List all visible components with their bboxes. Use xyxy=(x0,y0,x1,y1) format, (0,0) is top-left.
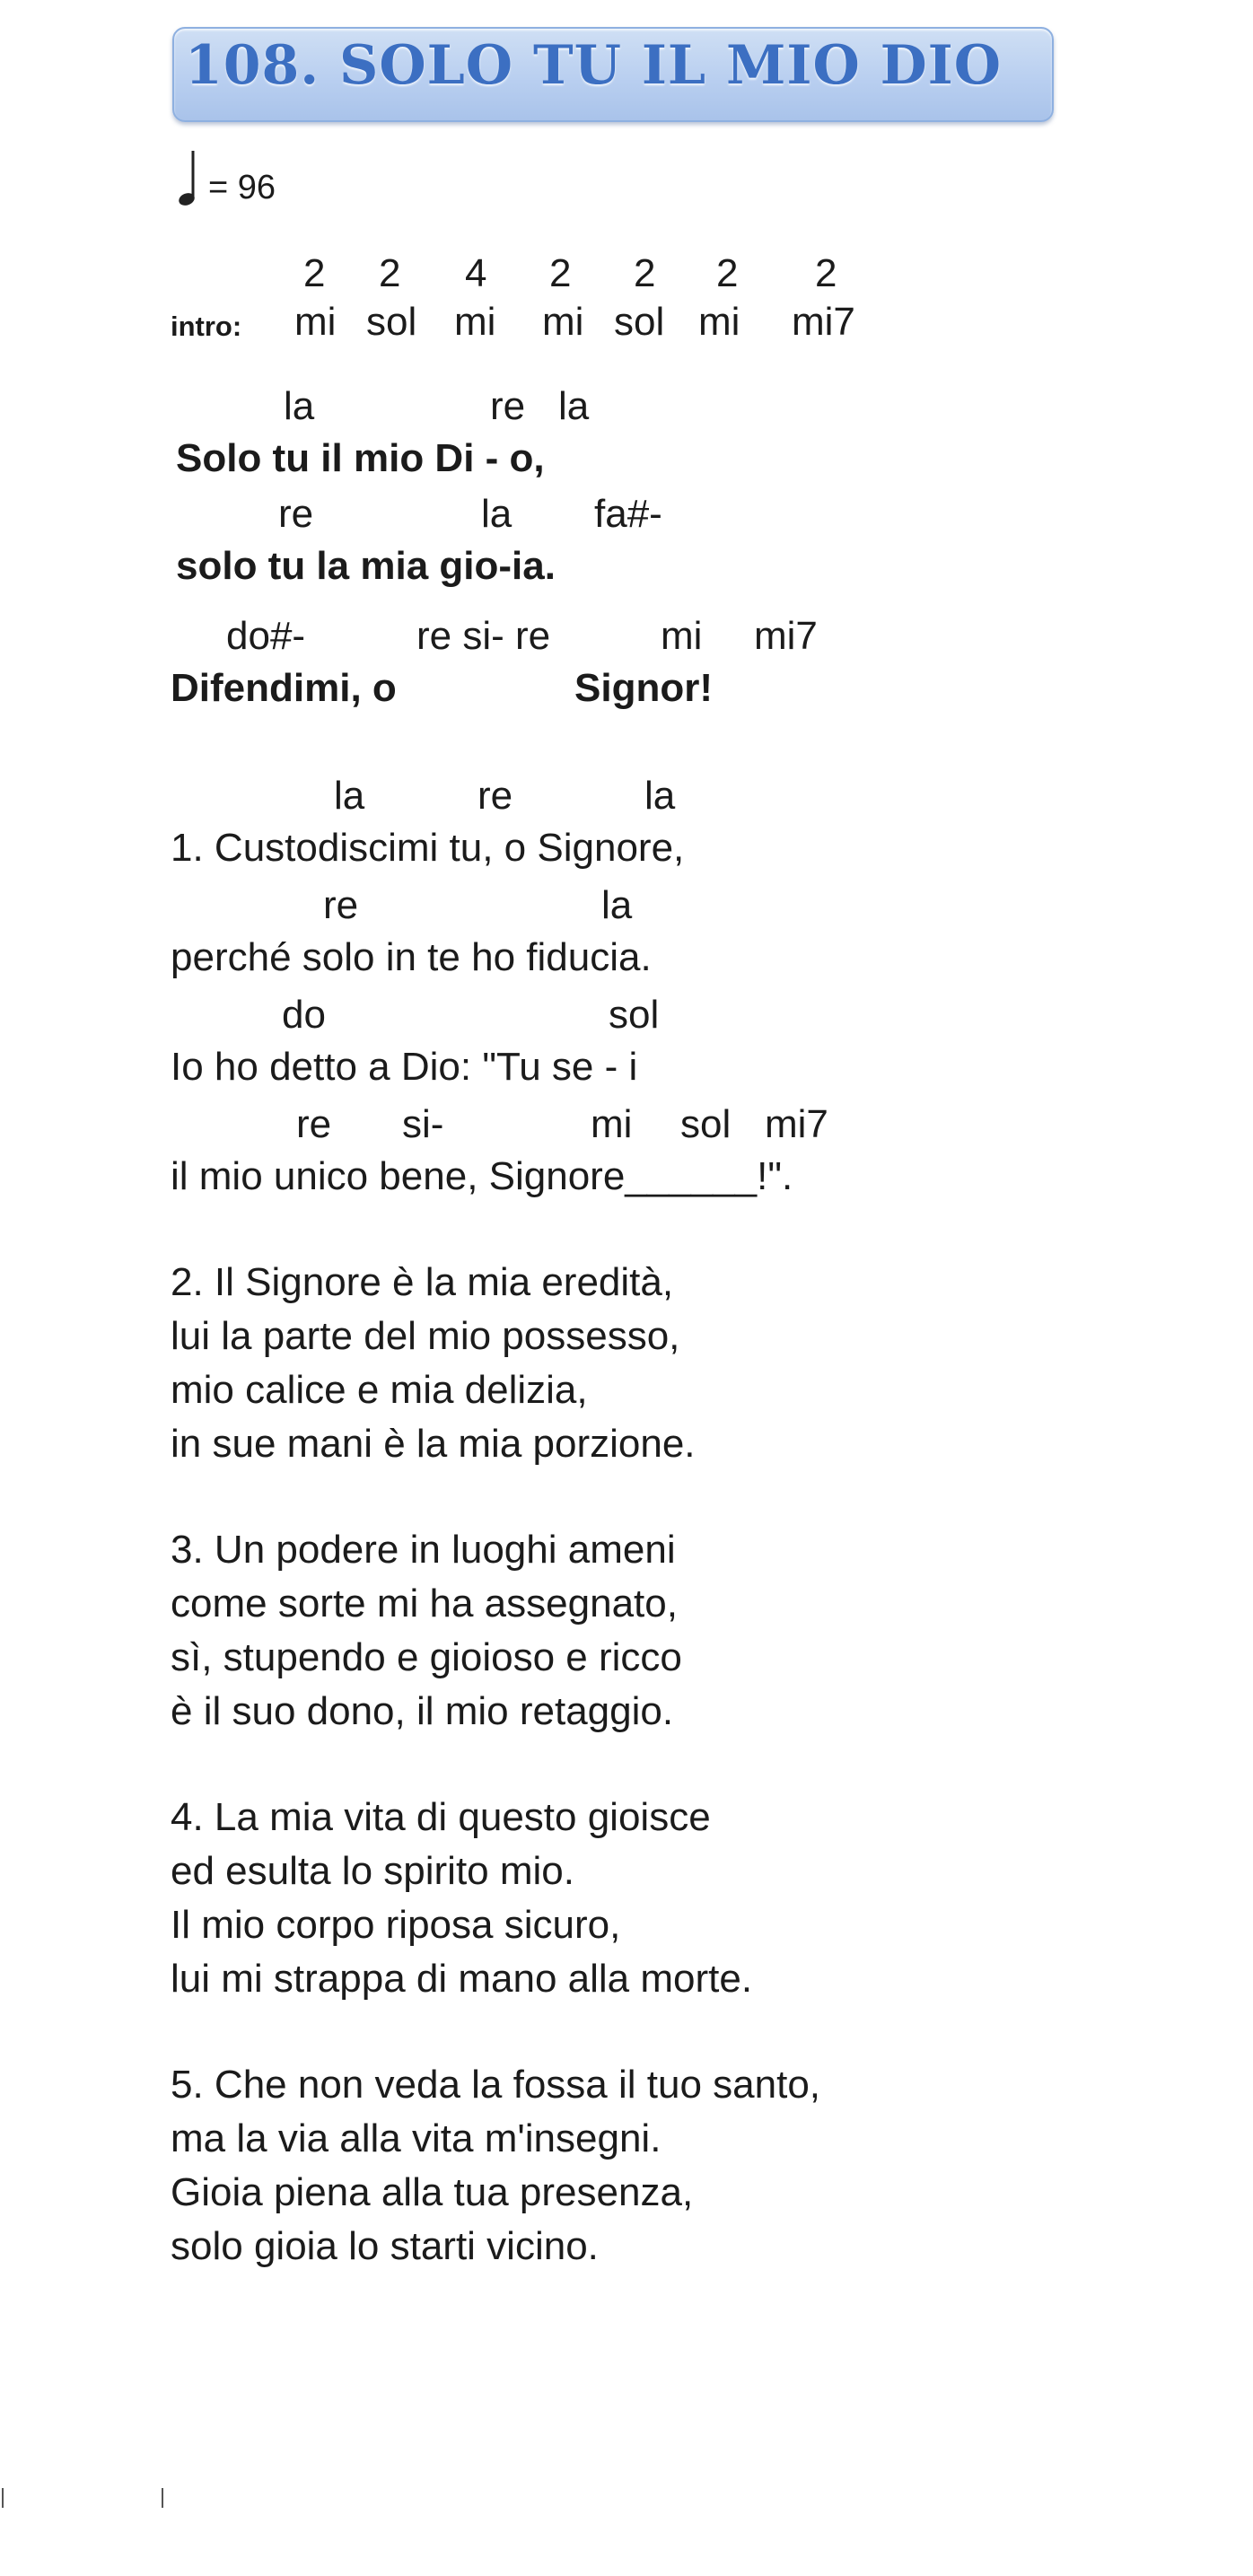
intro-beat: 2 xyxy=(716,251,739,295)
chord: la xyxy=(334,774,365,818)
chord: re xyxy=(296,1102,332,1146)
intro-beat: 2 xyxy=(634,251,656,295)
verse-line: come sorte mi ha assegnato, xyxy=(171,1582,678,1625)
verse-line: 4. La mia vita di questo gioisce xyxy=(171,1795,711,1839)
chord: la xyxy=(284,384,315,428)
chord: re xyxy=(278,492,314,536)
verse-line: 3. Un podere in luoghi ameni xyxy=(171,1528,676,1572)
chord: la xyxy=(644,774,676,818)
verse-line: lui mi strappa di mano alla morte. xyxy=(171,1957,753,2001)
chord: la xyxy=(481,492,513,536)
verse-line: in sue mani è la mia porzione. xyxy=(171,1422,696,1466)
verse-line: mio calice e mia delizia, xyxy=(171,1368,588,1412)
chord: mi xyxy=(591,1102,633,1146)
chord: sol xyxy=(609,993,660,1037)
intro-chord: mi xyxy=(542,300,584,344)
intro-chord: mi xyxy=(454,300,496,344)
verse-line: 5. Che non veda la fossa il tuo santo, xyxy=(171,2063,821,2107)
intro-label: intro: xyxy=(171,311,242,342)
refrain-line: solo tu la mia gio-ia. xyxy=(176,544,556,588)
chord: do#- xyxy=(226,614,306,658)
scan-mark xyxy=(2,2488,4,2508)
chord: la xyxy=(601,883,633,927)
scan-mark xyxy=(162,2488,163,2508)
verse-line: Gioia piena alla tua presenza, xyxy=(171,2170,694,2214)
chord: mi7 xyxy=(754,614,818,658)
intro-chord: sol xyxy=(366,300,417,344)
chord: do xyxy=(282,993,326,1037)
chord: mi xyxy=(661,614,703,658)
intro-beat: 2 xyxy=(815,251,837,295)
intro-chord: mi xyxy=(294,300,337,344)
chord: mi7 xyxy=(765,1102,828,1146)
tempo-marking xyxy=(178,149,357,208)
page-title: 108. SOLO TU IL MIO DIO xyxy=(185,34,1002,97)
chord: si- xyxy=(402,1102,444,1146)
tempo-value: = 96 xyxy=(208,169,276,206)
verse-line: è il suo dono, il mio retaggio. xyxy=(171,1689,674,1733)
refrain-line: Difendimi, o xyxy=(171,666,397,710)
verse-line: perché solo in te ho fiducia. xyxy=(171,935,652,979)
verse-line: 1. Custodiscimi tu, o Signore, xyxy=(171,826,685,870)
intro-chord: sol xyxy=(614,300,665,344)
quarter-note-icon xyxy=(178,149,205,208)
intro-beat: 4 xyxy=(465,251,487,295)
chord: re xyxy=(323,883,359,927)
verse-line: solo gioia lo starti vicino. xyxy=(171,2224,599,2268)
verse-line: ma la via alla vita m'insegni. xyxy=(171,2116,662,2160)
chord: re si- re xyxy=(416,614,551,658)
intro-beat: 2 xyxy=(379,251,401,295)
verse-line: ed esulta lo spirito mio. xyxy=(171,1849,574,1893)
verse-line: Io ho detto a Dio: "Tu se - i xyxy=(171,1045,638,1089)
intro-chord: mi7 xyxy=(792,300,855,344)
chord: sol xyxy=(680,1102,732,1146)
verse-line: lui la parte del mio possesso, xyxy=(171,1314,680,1358)
verse-line: sì, stupendo e gioioso e ricco xyxy=(171,1635,682,1679)
refrain-line: Solo tu il mio Di - o, xyxy=(176,436,545,480)
verse-line: Il mio corpo riposa sicuro, xyxy=(171,1903,621,1947)
chord: re xyxy=(490,384,526,428)
chord: fa#- xyxy=(594,492,662,536)
intro-beat: 2 xyxy=(303,251,326,295)
refrain-line: Signor! xyxy=(574,666,713,710)
intro-chord: mi xyxy=(698,300,740,344)
verse-line: 2. Il Signore è la mia eredità, xyxy=(171,1260,674,1304)
intro-beat: 2 xyxy=(549,251,572,295)
chord: re xyxy=(478,774,513,818)
verse-line: il mio unico bene, Signore______!". xyxy=(171,1154,793,1198)
chord: la xyxy=(558,384,590,428)
